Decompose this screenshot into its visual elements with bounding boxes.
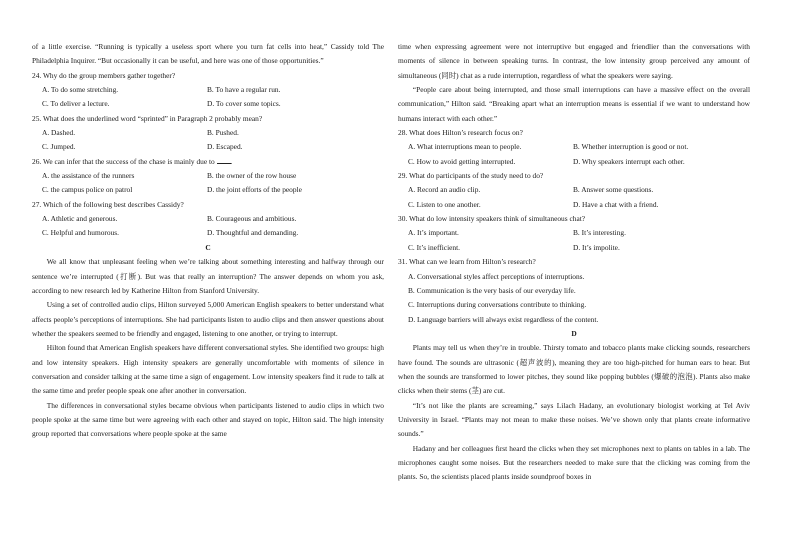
option-c: C. Listen to one another.	[408, 199, 481, 209]
section-d-heading: D	[571, 328, 577, 338]
option-d: D. Have a chat with a friend.	[573, 199, 659, 209]
option-d: D. the joint efforts of the people	[207, 185, 302, 195]
option-b: B. To have a regular run.	[207, 85, 281, 95]
question-29	[398, 169, 750, 212]
passage-d-paragraph: Plants may tell us when they’re in trouble. Thirsty tomato and tobacco plants make clicking sounds, researchers have found. The sounds are ultrasonic (超声波的), meaning they are too high-pitched for human ears to hear. But when the sounds are transformed to lower pitches, they sound like popping bubbles (爆破的泡泡). Plants also make clicks when their stems (茎) are cut.	[398, 343, 750, 396]
option-a: A. It’s important.	[408, 228, 459, 238]
question-stem: 25. What does the underlined word “sprinted” in Paragraph 2 probably mean?	[32, 113, 263, 123]
option-b: B. Pushed.	[207, 128, 239, 138]
option-c: C. To deliver a lecture.	[42, 99, 110, 109]
option-b: B. the owner of the row house	[207, 171, 297, 181]
question-30	[398, 212, 750, 255]
question-26	[32, 155, 384, 198]
option-d: D. Why speakers interrupt each other.	[573, 156, 685, 166]
question-stem: 31. What can we learn from Hilton’s research?	[398, 257, 536, 267]
question-stem: 30. What do low intensity speakers think of simultaneous chat?	[398, 214, 586, 224]
option-b: B. Whether interruption is good or not.	[573, 142, 689, 152]
passage-c-continued: time when expressing agreement were not interruptive but engaged and friendlier than the conversations with moments of silence in between speaking turns. In contrast, the low intensity group perceived any amount of simultaneous (同时) chat as a rude interruption, regardless of what the speakers were saying.	[398, 42, 750, 80]
section-c-heading: C	[205, 242, 211, 252]
question-27	[32, 198, 384, 241]
passage-d-paragraph: “It’s not like the plants are screaming,” says Lilach Hadany, an evolutionary biologist working at Tel Aviv University in Israel. “Plants may not mean to make these noises. We’ve shown only that plants create informative sounds.”	[398, 400, 750, 439]
option-b: B. Communication is the very basis of our everyday life.	[408, 285, 576, 295]
option-d: D. It’s impolite.	[573, 242, 620, 252]
passage-c-paragraph: We all know that unpleasant feeling when we’re talking about something interesting and halfway through our sentence we’re interrupted (打断). But was that really an interruption? The answer depends on whom you ask, according to new research led by Katherine Hilton from Stanford University.	[32, 257, 384, 295]
option-c: C. Helpful and humorous.	[42, 228, 119, 238]
option-a: A. the assistance of the runners	[42, 171, 135, 181]
question-24	[32, 69, 384, 112]
question-31	[398, 255, 750, 327]
option-b: B. It’s interesting.	[573, 228, 626, 238]
question-stem	[32, 155, 384, 169]
stem-text: 26. We can infer that the success of the chase is mainly due to	[32, 156, 215, 166]
question-28	[398, 126, 750, 169]
passage-c-paragraph: “People care about being interrupted, and those small interruptions can have a massive effect on the overall communication,” Hilton said. “Breaking apart what an interruption means is essential if we want to understand how humans interact with each other.”	[398, 85, 750, 123]
option-a: A. To do some stretching.	[42, 85, 119, 95]
option-b: B. Answer some questions.	[573, 185, 654, 195]
right-column	[398, 40, 750, 485]
stem-end: .	[230, 156, 233, 166]
option-c: C. Jumped.	[42, 142, 76, 152]
option-c: C. the campus police on patrol	[42, 185, 133, 195]
option-d: D. To cover some topics.	[207, 99, 281, 109]
option-c: C. It’s inefficient.	[408, 242, 460, 252]
option-c: C. Interruptions during conversations contribute to thinking.	[408, 300, 587, 310]
passage-c-paragraph: Using a set of controlled audio clips, Hilton surveyed 5,000 American English speakers to better understand what affects people’s perceptions of interruptions. She had participants listen to audio clips and then answer questions about whether the speakers seemed to be friendly and engaged, listening to one another, or trying to interrupt.	[32, 300, 384, 338]
option-d: D. Language barriers will always exist regardless of the content.	[408, 314, 599, 324]
passage-d-paragraph: Hadany and her colleagues first heard the clicks when they set microphones next to plants on tables in a lab. The microphones caught some noises. But the researchers needed to make sure that the clicking was coming from the plants. So, the scientists placed plants inside soundproof boxes in	[398, 443, 750, 482]
question-stem: 24. Why do the group members gather together?	[32, 70, 176, 80]
question-25	[32, 112, 384, 155]
passage-c-paragraph: Hilton found that American English speakers have different conversational styles. She identified two groups: high and low intensity speakers. High intensity speakers are generally uncomfortable with moments of silence in conversation and consider talking at the same time a sign of engagement. Low intensity speakers find it rude to talk at the same time and prefer people speak one after another in conversation.	[32, 343, 384, 396]
option-a: A. Record an audio clip.	[408, 185, 481, 195]
option-c: C. How to avoid getting interrupted.	[408, 156, 516, 166]
option-a: A. Dashed.	[42, 128, 76, 138]
option-d: D. Escaped.	[207, 142, 243, 152]
question-stem: 27. Which of the following best describes Cassidy?	[32, 199, 184, 209]
option-a: A. What interruptions mean to people.	[408, 142, 522, 152]
left-column	[32, 40, 384, 442]
option-a: A. Athletic and generous.	[42, 214, 118, 224]
passage-c-paragraph: The differences in conversational styles became obvious when participants listened to audio clips in which two people spoke at the same time but were agreeing with each other and stayed on topic, Hilton said. The high intensity group reported that conversations where people spoke at the same	[32, 400, 384, 439]
answer-blank	[217, 155, 231, 164]
option-d: D. Thoughtful and demanding.	[207, 228, 299, 238]
option-b: B. Courageous and ambitious.	[207, 214, 297, 224]
passage-b-ending: of a little exercise. “Running is typically a useless sport where you turn fat cells into heat,” Cassidy told The Philadelphia Inquirer. “But occasionally it can be useful, and here was one of those opportunities.”	[32, 42, 384, 66]
question-stem: 28. What does Hilton’s research focus on?	[398, 128, 523, 138]
option-a: A. Conversational styles affect perceptions of interruptions.	[408, 271, 585, 281]
question-stem: 29. What do participants of the study need to do?	[398, 171, 544, 181]
